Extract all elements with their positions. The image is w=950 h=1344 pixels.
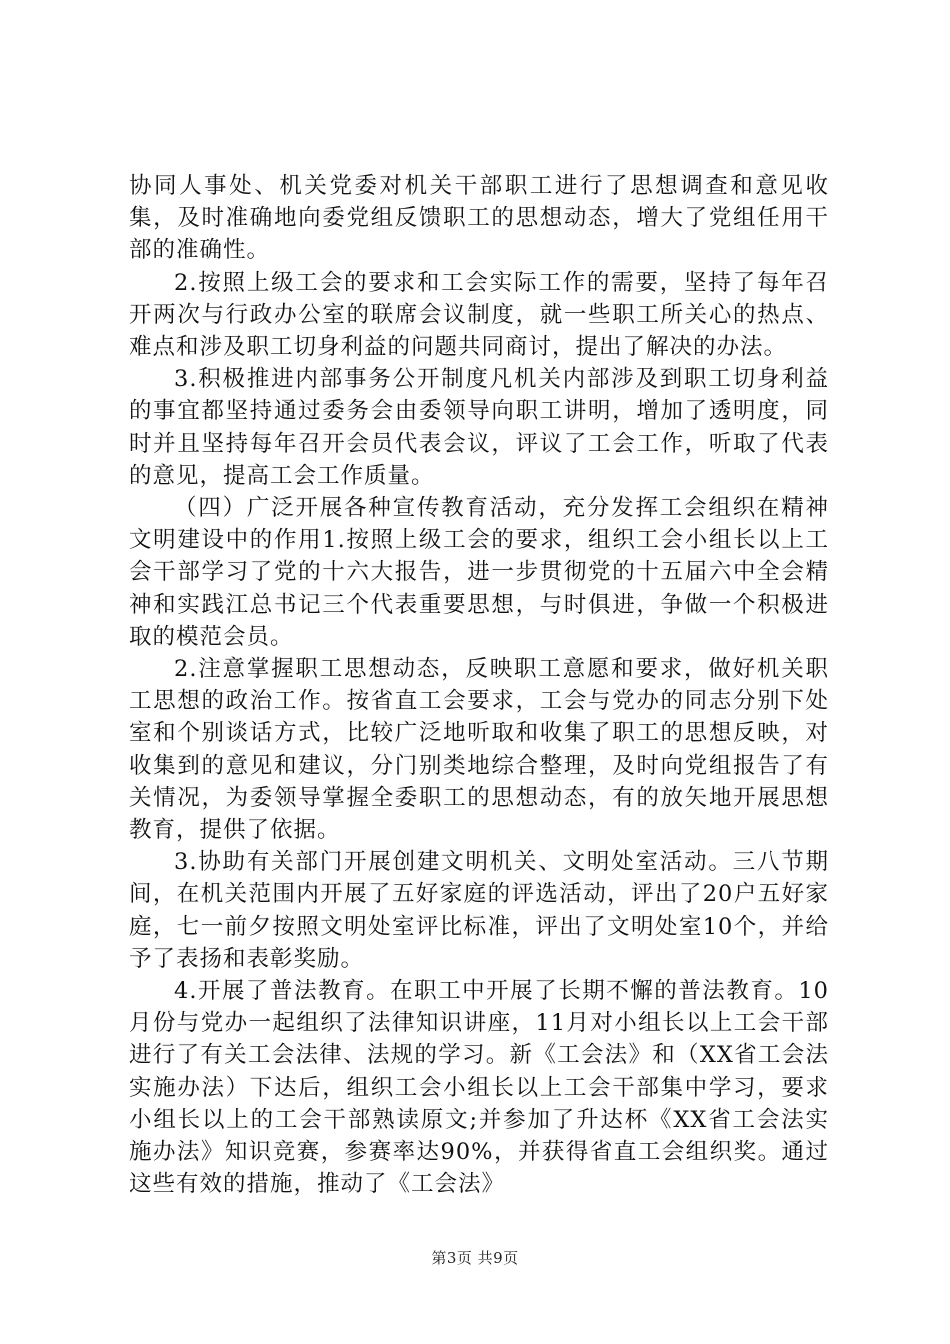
document-body	[129, 170, 829, 1201]
paragraph-section-4: （四）广泛开展各种宣传教育活动，充分发挥工会组织在精神文明建设中的作用1.按照上级工会的要求，组织工会小组长以上工会干部学习了党的十六大报告，进一步贯彻党的十五届六中全会精神和实践江总书记三个代表重要思想，与时俱进，争做一个积极进取的模范会员。	[129, 495, 829, 650]
paragraph-item-4-section-4: 4.开展了普法教育。在职工中开展了长期不懈的普法教育。10月份与党办一起组织了法律知识讲座，11月对小组长以上工会干部进行了有关工会法律、法规的学习。新《工会法》和（XX省工会法实施办法）下达后，组织工会小组长以上工会干部集中学习，要求小组长以上的工会干部熟读原文;并参加了升达杯《XX省工会法实施办法》知识竞赛，参赛率达90%，并获得省直工会组织奖。通过这些有效的措施，推动了《工会法》	[129, 978, 829, 1198]
paragraph-continuation: 协同人事处、机关党委对机关干部职工进行了思想调查和意见收集，及时准确地向委党组反馈职工的思想动态，增大了党组任用干部的准确性。	[129, 173, 829, 264]
page-footer: 第3页 共9页	[431, 1249, 519, 1267]
paragraph-item-2: 2.按照上级工会的要求和工会实际工作的需要，坚持了每年召开两次与行政办公室的联席会议制度，就一些职工所关心的热点、难点和涉及职工切身利益的问题共同商讨，提出了解决的办法。	[129, 269, 829, 361]
paragraph-item-3-section-4: 3.协助有关部门开展创建文明机关、文明处室活动。三八节期间，在机关范围内开展了五好家庭的评选活动，评出了20户五好家庭，七一前夕按照文明处室评比标准，评出了文明处室10个，并给予了表扬和表彰奖励。	[129, 849, 829, 972]
paragraph-item-3: 3.积极推进内部事务公开制度凡机关内部涉及到职工切身利益的事宜都坚持通过委务会由委领导向职工讲明，增加了透明度，同时并且坚持每年召开会员代表会议，评议了工会工作，听取了代表的意见，提高工会工作质量。	[129, 366, 829, 489]
paragraph-item-2-section-4: 2.注意掌握职工思想动态，反映职工意愿和要求，做好机关职工思想的政治工作。按省直工会要求，工会与党办的同志分别下处室和个别谈话方式，比较广泛地听取和收集了职工的思想反映，对收集到的意见和建议，分门别类地综合整理，及时向党组报告了有关情况，为委领导掌握全委职工的思想动态，有的放矢地开展思想教育，提供了依据。	[129, 656, 829, 844]
